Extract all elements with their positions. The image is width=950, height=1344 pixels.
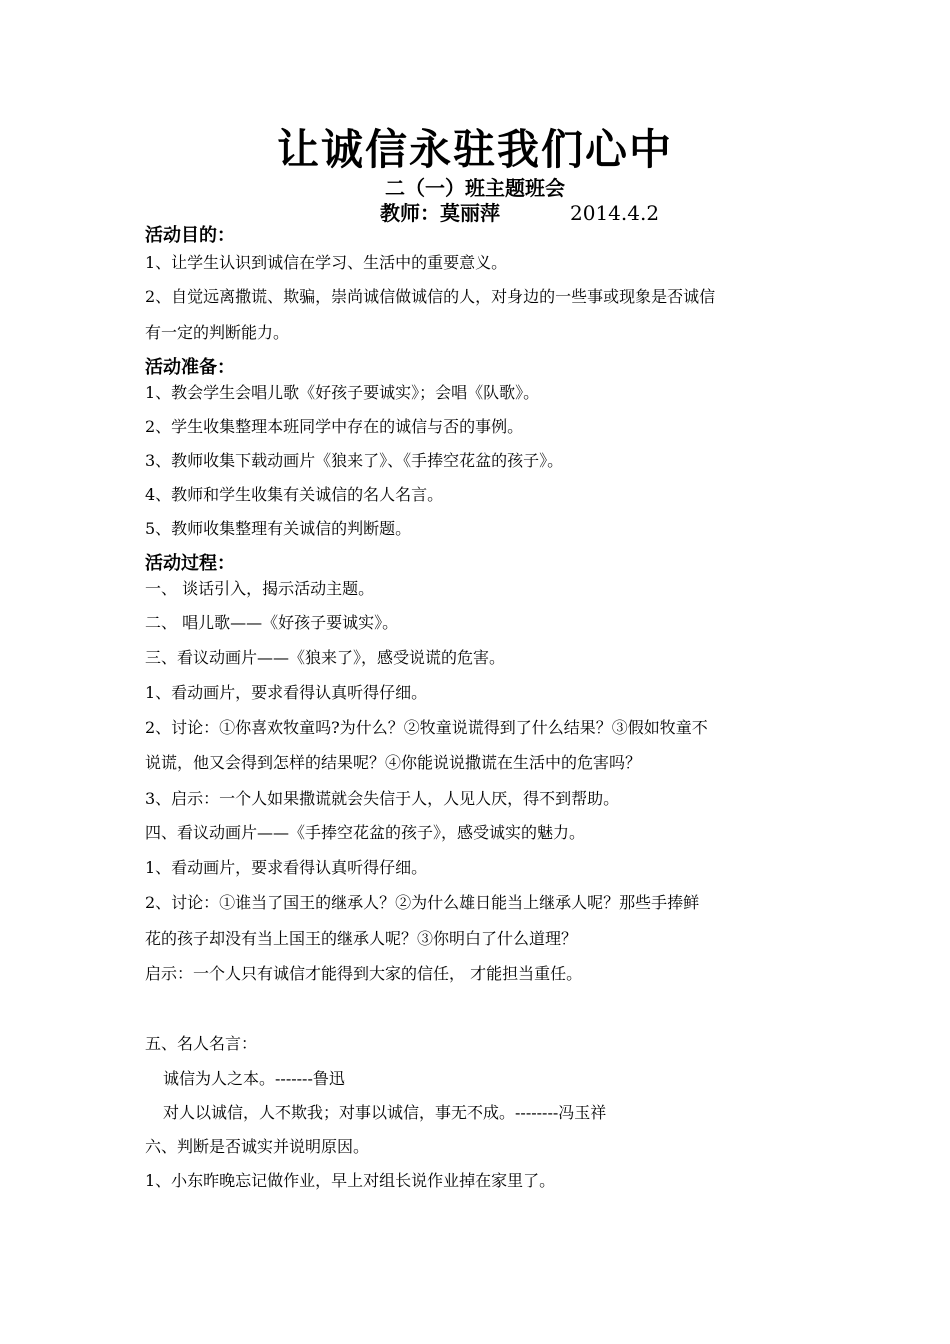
- document-subtitle: 二（一）班主题班会: [385, 176, 565, 200]
- teacher-name: 教师：莫丽萍: [380, 201, 500, 225]
- process-line: 1、小东昨晚忘记做作业，早上对组长说作业掉在家里了。: [145, 1171, 556, 1190]
- goal-line: 有一定的判断能力。: [145, 323, 290, 342]
- prep-line: 2、学生收集整理本班同学中存在的诚信与否的事例。: [145, 417, 524, 436]
- process-line: 五、名人名言：: [145, 1034, 258, 1053]
- process-line: 一、 谈话引入，揭示活动主题。: [145, 579, 375, 598]
- goal-line: 2、自觉远离撒谎、欺骗，崇尚诚信做诚信的人，对身边的一些事或现象是否诚信: [145, 287, 716, 306]
- process-line: 2、讨论：①你喜欢牧童吗?为什么？②牧童说谎得到了什么结果？③假如牧童不: [145, 718, 708, 737]
- teacher-date-line: [380, 200, 659, 226]
- process-line: 花的孩子却没有当上国王的继承人呢？③你明白了什么道理？: [145, 929, 578, 948]
- process-line: 3、启示：一个人如果撒谎就会失信于人，人见人厌，得不到帮助。: [145, 789, 620, 808]
- date: 2014.4.2: [570, 201, 660, 225]
- section-heading-process: 活动过程：: [145, 553, 235, 574]
- process-line: 1、看动画片，要求看得认真听得仔细。: [145, 858, 428, 877]
- process-line: 启示：一个人只有诚信才能得到大家的信任， 才能担当重任。: [145, 964, 583, 983]
- section-heading-goals: 活动目的：: [145, 225, 235, 246]
- quote-line: 对人以诚信，人不欺我；对事以诚信，事无不成。--------冯玉祥: [163, 1103, 607, 1122]
- quote-line: 诚信为人之本。-------鲁迅: [163, 1069, 345, 1088]
- process-line: 六、判断是否诚实并说明原因。: [145, 1137, 370, 1156]
- section-heading-prep: 活动准备：: [145, 357, 235, 378]
- prep-line: 5、教师收集整理有关诚信的判断题。: [145, 519, 412, 538]
- prep-line: 3、教师收集下载动画片《狼来了》、《手捧空花盆的孩子》。: [145, 451, 564, 470]
- process-line: 2、讨论：①谁当了国王的继承人？②为什么雄日能当上继承人呢？那些手捧鲜: [145, 893, 700, 912]
- process-line: 三、看议动画片——《狼来了》，感受说谎的危害。: [145, 648, 506, 667]
- process-line: 说谎，他又会得到怎样的结果呢？④你能说说撒谎在生活中的危害吗？: [145, 753, 642, 772]
- process-line: 四、看议动画片——《手捧空花盆的孩子》，感受诚实的魅力。: [145, 823, 586, 842]
- prep-line: 1、教会学生会唱儿歌《好孩子要诚实》；会唱《队歌》。: [145, 383, 540, 402]
- process-line: 二、 唱儿歌——《好孩子要诚实》。: [145, 613, 399, 632]
- goal-line: 1、让学生认识到诚信在学习、生活中的重要意义。: [145, 253, 508, 272]
- document-title: 让诚信永驻我们心中: [276, 125, 673, 174]
- prep-line: 4、教师和学生收集有关诚信的名人名言。: [145, 485, 444, 504]
- process-line: 1、看动画片，要求看得认真听得仔细。: [145, 683, 428, 702]
